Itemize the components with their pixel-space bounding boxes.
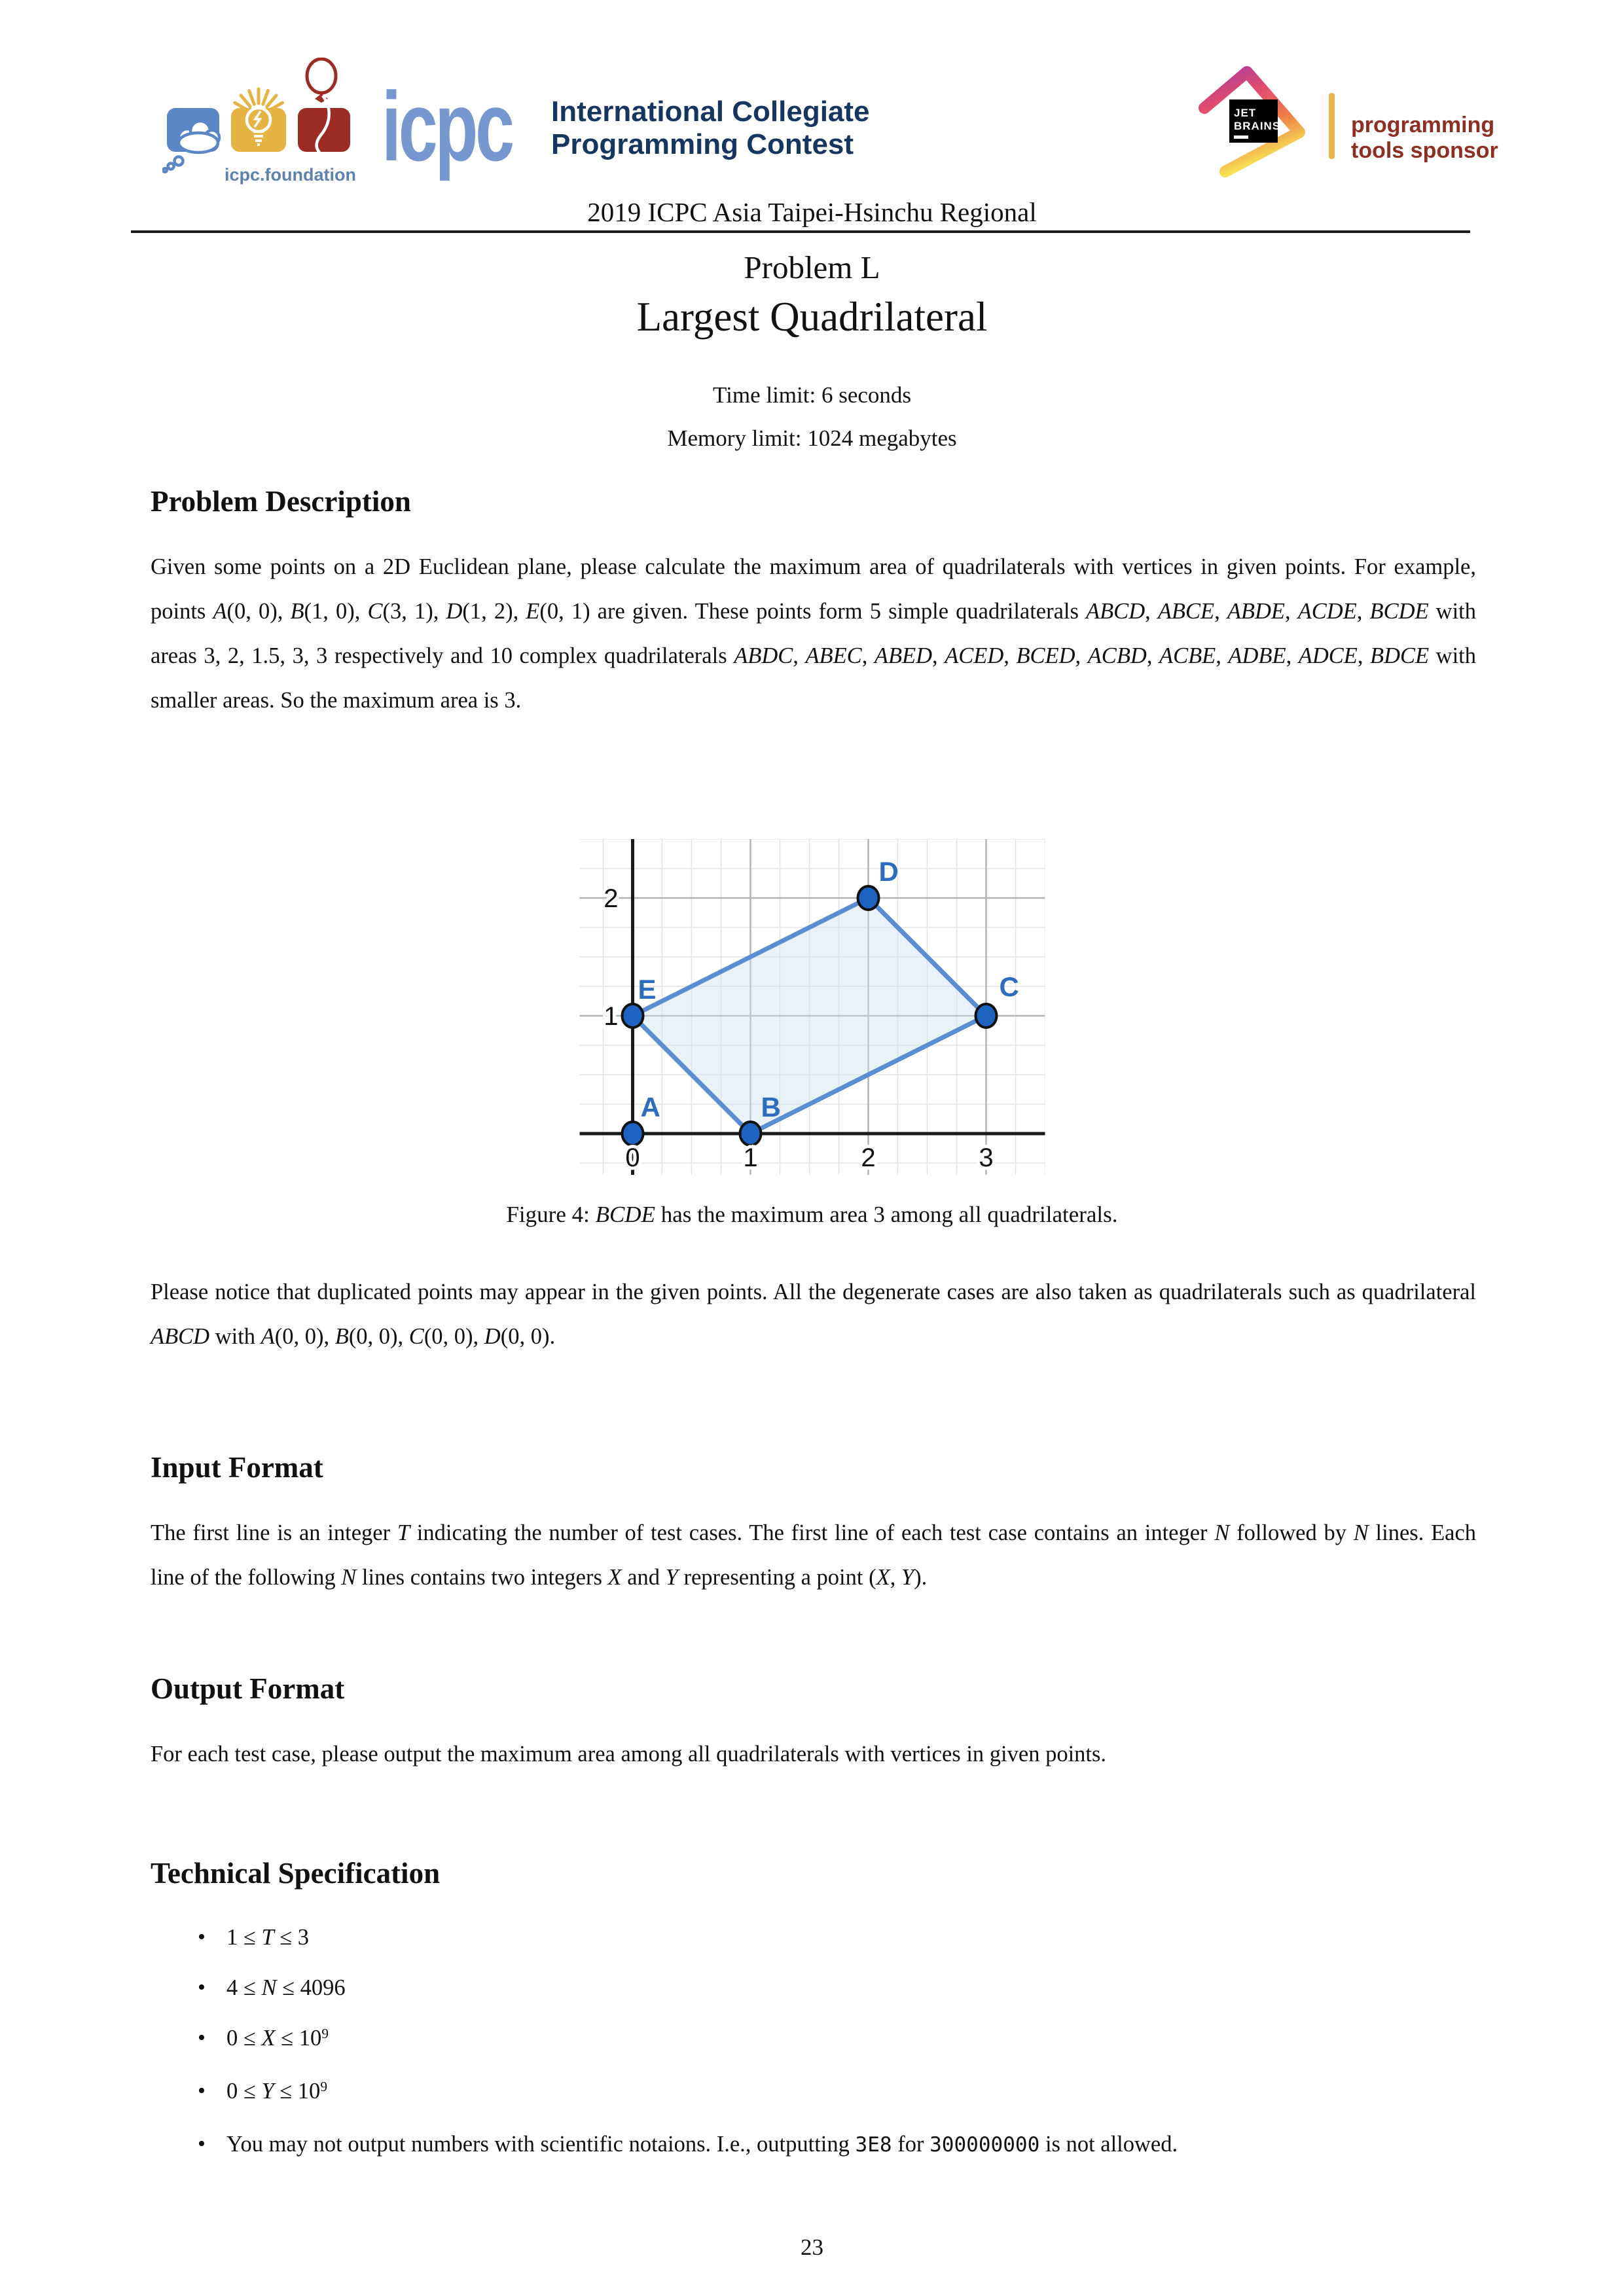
technical-specification-list bbox=[196, 1915, 1479, 2173]
jetbrains-text-line1: JET bbox=[1234, 107, 1257, 119]
jetbrains-text-line2: BRAINS bbox=[1234, 120, 1281, 132]
time-limit: Time limit: 6 seconds bbox=[712, 382, 912, 408]
sponsor-line1: programming bbox=[1351, 113, 1495, 137]
svg-text:A: A bbox=[640, 1092, 660, 1122]
svg-text:1: 1 bbox=[603, 1002, 618, 1031]
contest-title: 2019 ICPC Asia Taipei-Hsinchu Regional bbox=[587, 197, 1037, 227]
memory-limit: Memory limit: 1024 megabytes bbox=[667, 425, 957, 451]
svg-text:E: E bbox=[638, 974, 657, 1005]
list-item: • 4 ≤ N ≤ 4096 bbox=[196, 1965, 1479, 2010]
section-heading-output-format: Output Format bbox=[151, 1672, 345, 1705]
sponsor-text bbox=[1351, 113, 1498, 164]
jetbrains-dash bbox=[1234, 135, 1248, 139]
list-item: • 1 ≤ T ≤ 3 bbox=[196, 1915, 1479, 1960]
problem-description-paragraph1: Given some points on a 2D Euclidean plane, please calculate the maximum area of quadrilaterals with vertices in given points. For example, points A(0, 0), B(1, 0), C(3, 1), D(1, 2), E(0, 1) are given. These points form 5 simple quadrilaterals ABCD, ABCE, ABDE, ACDE, BCDE with areas 3, 2, 1.5, 3, 3 respectively and 10 complex quadrilaterals ABDC, ABEC, ABED, ACED, BCED, ACBD, ACBE, ADBE, ADCE, BDCE with smaller areas. So the maximum area is 3. bbox=[151, 554, 1477, 713]
input-format-paragraph: The first line is an integer T indicating the number of test cases. The first line of each test case contains an integer N followed by N lines. Each line of the following N lines contains two integers X and Y representing a point (X, Y). bbox=[151, 1520, 1477, 1590]
icpc-wordmark: icpc bbox=[382, 71, 512, 181]
section-heading-input-format: Input Format bbox=[151, 1451, 323, 1484]
icpc-foundation-logo bbox=[162, 58, 359, 195]
page-number: 23 bbox=[801, 2234, 823, 2260]
svg-text:C: C bbox=[999, 971, 1019, 1002]
sponsor-divider-bar bbox=[1329, 93, 1335, 159]
svg-text:B: B bbox=[761, 1092, 781, 1122]
svg-text:3: 3 bbox=[978, 1143, 994, 1172]
list-item: • $0 \le Y \le 10^9$ bbox=[196, 2069, 1479, 2116]
svg-text:2: 2 bbox=[603, 884, 618, 913]
icpc-title-line1: International Collegiate bbox=[551, 96, 870, 128]
sponsor-line2: tools sponsor bbox=[1351, 138, 1498, 163]
list-item: • You may not output numbers with scientific notaions. I.e., outputting 3E8 for 300000000 is not allowed. bbox=[196, 2122, 1479, 2167]
svg-text:2: 2 bbox=[860, 1143, 876, 1172]
figure-caption: Figure 4: BCDE has the maximum area 3 among all quadrilaterals. bbox=[506, 1202, 1118, 1227]
section-heading-technical-specification: Technical Specification bbox=[151, 1857, 441, 1890]
svg-text:1: 1 bbox=[742, 1143, 758, 1172]
figure-plot bbox=[579, 839, 1045, 1178]
problem-number: Problem L bbox=[744, 249, 880, 285]
balloon-icon bbox=[307, 59, 336, 103]
problem-description-paragraph2: Please notice that duplicated points may appear in the given points. All the degenerate cases are also taken as quadrilaterals such as quadrilateral ABCD with A(0, 0), B(0, 0), C(0, 0), D(0, 0). bbox=[151, 1280, 1476, 1349]
icpc-title-line2: Programming Contest bbox=[551, 128, 854, 160]
problem-title: Largest Quadrilateral bbox=[636, 294, 988, 340]
svg-text:D: D bbox=[878, 856, 899, 887]
list-item: • $0 \le X \le 10^9$ bbox=[196, 2016, 1479, 2063]
icpc-title bbox=[551, 96, 870, 161]
svg-text:0: 0 bbox=[624, 1143, 640, 1172]
header-rule bbox=[131, 230, 1470, 233]
section-heading-problem-description: Problem Description bbox=[151, 485, 411, 518]
output-format-paragraph: For each test case, please output the maximum area among all quadrilaterals with vertices in given points. bbox=[151, 1742, 1107, 1767]
foundation-label: icpc.foundation bbox=[225, 165, 356, 185]
